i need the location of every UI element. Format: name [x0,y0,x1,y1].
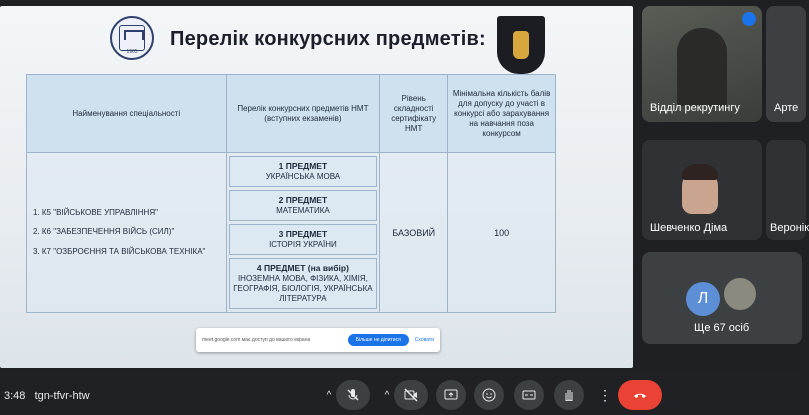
captions-button[interactable] [514,380,544,410]
specialties-cell [27,153,227,313]
specialty-item: 1. К5 "ВІЙСЬКОВЕ УПРАВЛІННЯ" [33,207,158,217]
participant-tile[interactable] [766,140,809,240]
more-icon[interactable]: ⋮ [598,386,612,403]
present-button[interactable] [436,380,466,410]
avatar: Л [686,282,720,316]
subjects-table [26,74,556,313]
subject-item: 1 ПРЕДМЕТ УКРАЇНСЬКА МОВА [229,156,378,187]
participant-name: Відділ рекрутингу [650,102,740,114]
hide-toast-button[interactable]: Сховати [414,337,434,343]
emoji-button[interactable] [474,380,504,410]
clock-time: 3:48 [4,390,26,402]
specialty-item: 2. К6 "ЗАБЕЗПЕЧЕННЯ ВІЙСЬ (СИЛ)" [33,227,175,237]
share-message: meet.google.com має доступ до вашого екрана [202,337,311,343]
header-subjects: Перелік конкурсних предметів НМТ (вступних екзаменів) [226,75,380,153]
participant-tile[interactable] [642,6,762,122]
captions-icon [521,387,537,403]
military-emblem [497,16,545,74]
meet-controls-bar [0,374,800,415]
min-score-cell: 100 [448,153,556,313]
level-cell: БАЗОВИЙ [380,153,448,313]
slide-title: Перелік конкурсних предметів: [170,28,486,50]
end-call-icon [632,387,648,403]
screen-share-toast [196,328,440,352]
participant-name: Веронік [770,222,809,234]
presentation-slide [0,6,633,368]
raise-hand-icon [561,387,577,403]
chevron-up-icon[interactable]: ^ [384,389,390,401]
chevron-up-icon[interactable]: ^ [326,389,332,401]
end-call-button[interactable] [618,380,662,410]
avatar [722,276,758,312]
university-logo: 1965 [110,16,154,60]
subjects-cell [226,153,380,313]
subject-item: 2 ПРЕДМЕТ МАТЕМАТИКА [229,190,378,221]
stop-sharing-button[interactable]: Більше не ділитися [348,334,409,346]
raise-hand-button[interactable] [554,380,584,410]
subject-item: 3 ПРЕДМЕТ ІСТОРІЯ УКРАЇНИ [229,224,378,255]
camera-off-icon [403,387,419,403]
more-participants-tile[interactable] [642,252,802,344]
participant-name: Шевченко Діма [650,222,728,234]
camera-off-button[interactable] [394,380,428,410]
participant-tile[interactable] [766,6,806,122]
header-specialty: Найменування спеціальності [27,75,227,153]
participant-hair [682,164,718,180]
meeting-code: tgn-tfvr-htw [34,390,90,402]
header-min-score: Мінімальна кількість балів для допуску до участі в конкурсі або зарахування на навчання поза конкурсом [448,75,556,153]
more-participants-label: Ще 67 осіб [694,322,750,334]
participant-tile[interactable] [642,140,762,240]
mic-off-button[interactable] [336,380,370,410]
speaking-indicator-icon [742,12,756,26]
header-level: Рівень складності сертифікату НМТ [380,75,448,153]
specialty-item: 3. К7 "ОЗБРОЄННЯ ТА ВІЙСЬКОВА ТЕХНІКА" [33,246,206,256]
participant-video [677,28,727,106]
mic-off-icon [345,387,361,403]
meeting-info [4,390,90,402]
present-icon [443,387,459,403]
participant-name: Арте [774,102,799,114]
subject-item: 4 ПРЕДМЕТ (на вибір) ІНОЗЕМНА МОВА, ФІЗИКА, ХІМІЯ, ГЕОГРАФІЯ, БІОЛОГІЯ, УКРАЇНСЬКА ЛІТЕРАТУРА [229,258,378,309]
emoji-icon [481,387,497,403]
